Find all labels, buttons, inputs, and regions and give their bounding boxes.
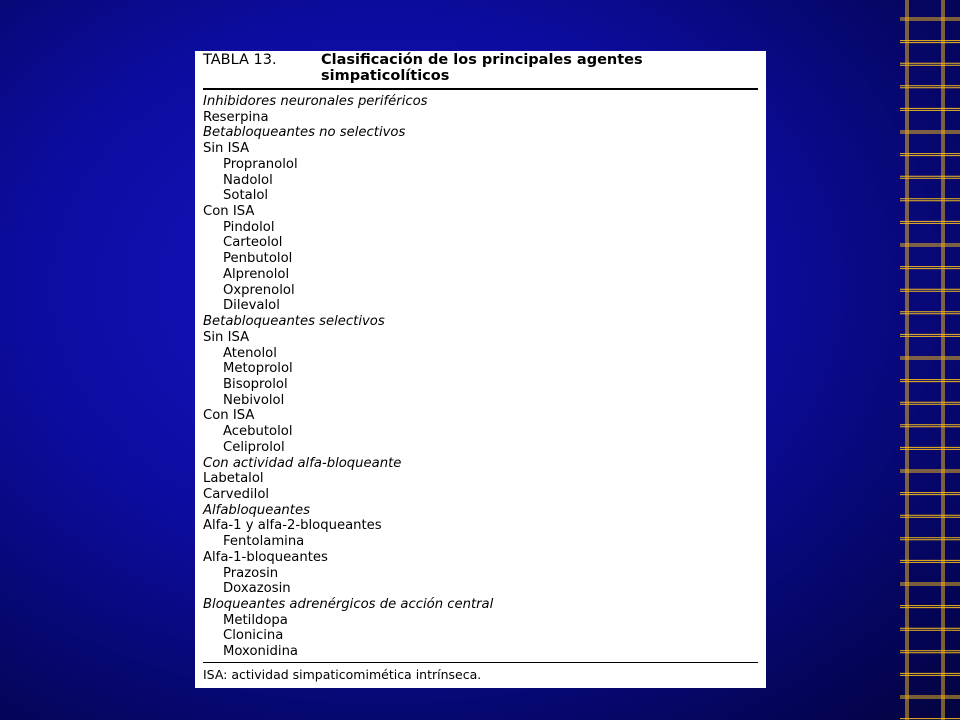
subgroup-row: Con ISA bbox=[203, 204, 255, 220]
subgroup-row: Labetalol bbox=[203, 471, 264, 487]
category-row: Betabloqueantes no selectivos bbox=[203, 125, 406, 141]
subgroup-row: Carvedilol bbox=[203, 486, 270, 502]
drug-row: Atenolol bbox=[223, 345, 277, 361]
drug-row: Propranolol bbox=[223, 156, 298, 172]
header-rule bbox=[203, 88, 758, 90]
drug-row: Acebutolol bbox=[223, 424, 293, 440]
category-row: Inhibidores neuronales periféricos bbox=[203, 94, 428, 109]
drug-row: Pindolol bbox=[223, 219, 275, 235]
table-footnote: ISA: actividad simpaticomimética intrínseca. bbox=[203, 667, 482, 682]
category-row: Bloqueantes adrenérgicos de acción central bbox=[203, 597, 494, 612]
drug-row: Metoprolol bbox=[223, 361, 293, 377]
drug-row: Sotalol bbox=[223, 188, 269, 204]
drug-row: Nadolol bbox=[223, 172, 273, 188]
footer-rule bbox=[203, 662, 758, 663]
drug-row: Fentolamina bbox=[223, 534, 305, 550]
table-number: TABLA 13. bbox=[203, 52, 277, 68]
drug-row: Moxonidina bbox=[223, 644, 299, 660]
drug-row: Carteolol bbox=[223, 235, 283, 251]
drug-row: Oxprenolol bbox=[223, 282, 295, 298]
decorative-grid-lines bbox=[900, 0, 960, 720]
subgroup-row: Sin ISA bbox=[203, 329, 250, 345]
table-panel bbox=[195, 51, 766, 688]
drug-row: Dilevalol bbox=[223, 298, 280, 314]
drug-row: Nebivolol bbox=[223, 392, 285, 408]
table-body bbox=[203, 94, 758, 660]
drug-row: Alprenolol bbox=[223, 266, 290, 282]
subgroup-row: Alfa-1 y alfa-2-bloqueantes bbox=[203, 518, 382, 534]
drug-row: Metildopa bbox=[223, 612, 288, 628]
drug-row: Clonicina bbox=[223, 628, 284, 644]
drug-row: Penbutolol bbox=[223, 251, 293, 267]
table-title: Clasificación de los principales agentes simpaticolíticos bbox=[321, 52, 643, 84]
subgroup-row: Sin ISA bbox=[203, 141, 250, 157]
drug-row: Celiprolol bbox=[223, 439, 285, 455]
subgroup-row: Con ISA bbox=[203, 408, 255, 424]
subgroup-row: Alfa-1-bloqueantes bbox=[203, 549, 328, 565]
category-row: Betabloqueantes selectivos bbox=[203, 314, 385, 330]
drug-row: Bisoprolol bbox=[223, 376, 288, 392]
drug-row: Prazosin bbox=[223, 565, 279, 581]
category-row: Alfabloqueantes bbox=[203, 502, 310, 518]
drug-row: Doxazosin bbox=[223, 581, 291, 597]
subgroup-row: Reserpina bbox=[203, 109, 269, 125]
category-row: Con actividad alfa-bloqueante bbox=[203, 455, 402, 471]
